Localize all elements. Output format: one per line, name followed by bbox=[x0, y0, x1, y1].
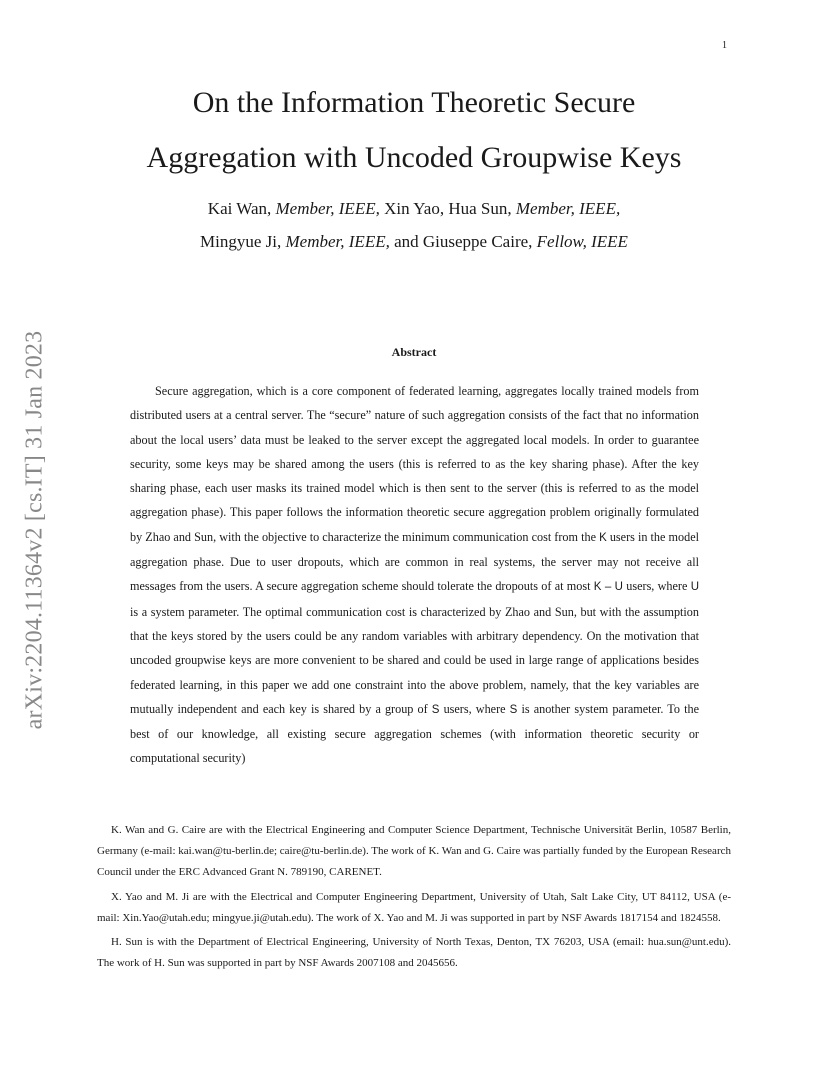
math-symbol: K bbox=[599, 531, 607, 544]
author-name: Xin Yao, Hua Sun, bbox=[384, 199, 512, 218]
abstract-text: is another system parameter. To the best of our knowledge, all existing secure aggregation schemes (with information theoretic security or computational security) bbox=[130, 701, 699, 766]
math-symbol: U bbox=[690, 581, 699, 594]
title-line-1: On the Information Theoretic Secure bbox=[192, 86, 636, 119]
author-line-2 bbox=[0, 231, 828, 253]
author-affiliation: Member, IEEE, bbox=[515, 199, 621, 218]
abstract-text: Secure aggregation, which is a core component of federated learning, aggregates locally trained models from distributed users at a central server. The “secure” nature of such aggregation consists of the fact that no information about the local users’ data must be leaked to the server except the aggregated local models. In order to guarantee security, some keys may be shared among the users (this is referred to as the key sharing phase). After the key sharing phase, each user masks its trained model which is then sent to the server (this is referred to as the model aggregation phase). This paper follows the information theoretic secure aggregation problem originally formulated by Zhao and Sun, with the objective to characterize the minimum communication cost from the bbox=[130, 384, 699, 544]
abstract-text: users, where bbox=[439, 701, 510, 716]
abstract-body bbox=[130, 379, 699, 771]
arxiv-identifier-stamp: arXiv:2204.11364v2 [cs.IT] 31 Jan 2023 bbox=[21, 330, 48, 730]
paper-title bbox=[0, 75, 828, 185]
author-name: Mingyue Ji, bbox=[200, 232, 282, 251]
footnote: X. Yao and M. Ji are with the Electrical and Computer Engineering Department, University of Utah, Salt Lake City, UT 84112, USA (e-mail: Xin.Yao@utah.edu; mingyue.ji@utah.edu). The work of X. Yao and M. Ji was supported in part by NSF Awards 1817154 and 1824558. bbox=[97, 890, 731, 924]
page-number: 1 bbox=[722, 40, 727, 51]
math-symbol: S bbox=[509, 703, 518, 716]
math-symbol: S bbox=[431, 703, 440, 716]
author-affiliation: Member, IEEE, bbox=[275, 199, 380, 218]
author-name: Kai Wan, bbox=[207, 199, 272, 218]
author-line-1 bbox=[0, 198, 828, 220]
footnote: K. Wan and G. Caire are with the Electrical Engineering and Computer Science Department, Technische Universität Berlin, 10587 Berlin, Germany (e-mail: kai.wan@tu-berlin.de; caire@tu-berlin.de). The work of K. Wan and G. Caire was partially funded by the European Research Council under the ERC Advanced Grant N. 789190, CARENET. bbox=[97, 824, 731, 879]
footnotes bbox=[97, 820, 731, 977]
abstract-text: is a system parameter. The optimal communication cost is characterized by Zhao and Sun, but with the assumption that the keys stored by the users could be any random variables with arbitrary dependency. On the motivation that uncoded groupwise keys are more convenient to be shared and could be used in large range of applications besides federated learning, in this paper we add one constraint into the above problem, namely, that the key variables are mutually independent and each key is shared by a group of bbox=[130, 604, 699, 716]
title-line-2: Aggregation with Uncoded Groupwise Keys bbox=[146, 141, 682, 174]
author-affiliation: Fellow, IEEE bbox=[536, 232, 628, 251]
abstract-text: users, where bbox=[622, 579, 691, 594]
footnote: H. Sun is with the Department of Electrical Engineering, University of North Texas, Denton, TX 76203, USA (email: hua.sun@unt.edu). The work of H. Sun was supported in part by NSF Awards 2007108 and 2045656. bbox=[97, 936, 731, 970]
math-symbol: K – U bbox=[593, 581, 623, 594]
author-affiliation: Member, IEEE, bbox=[285, 232, 390, 251]
abstract-text: users in the model aggregation phase. Due to user dropouts, which are common in real systems, the server may not receive all messages from the users. A secure aggregation scheme should tolerate the dropouts of at most bbox=[130, 529, 699, 594]
abstract-heading: Abstract bbox=[391, 345, 437, 359]
author-name: and Giuseppe Caire, bbox=[394, 232, 533, 251]
